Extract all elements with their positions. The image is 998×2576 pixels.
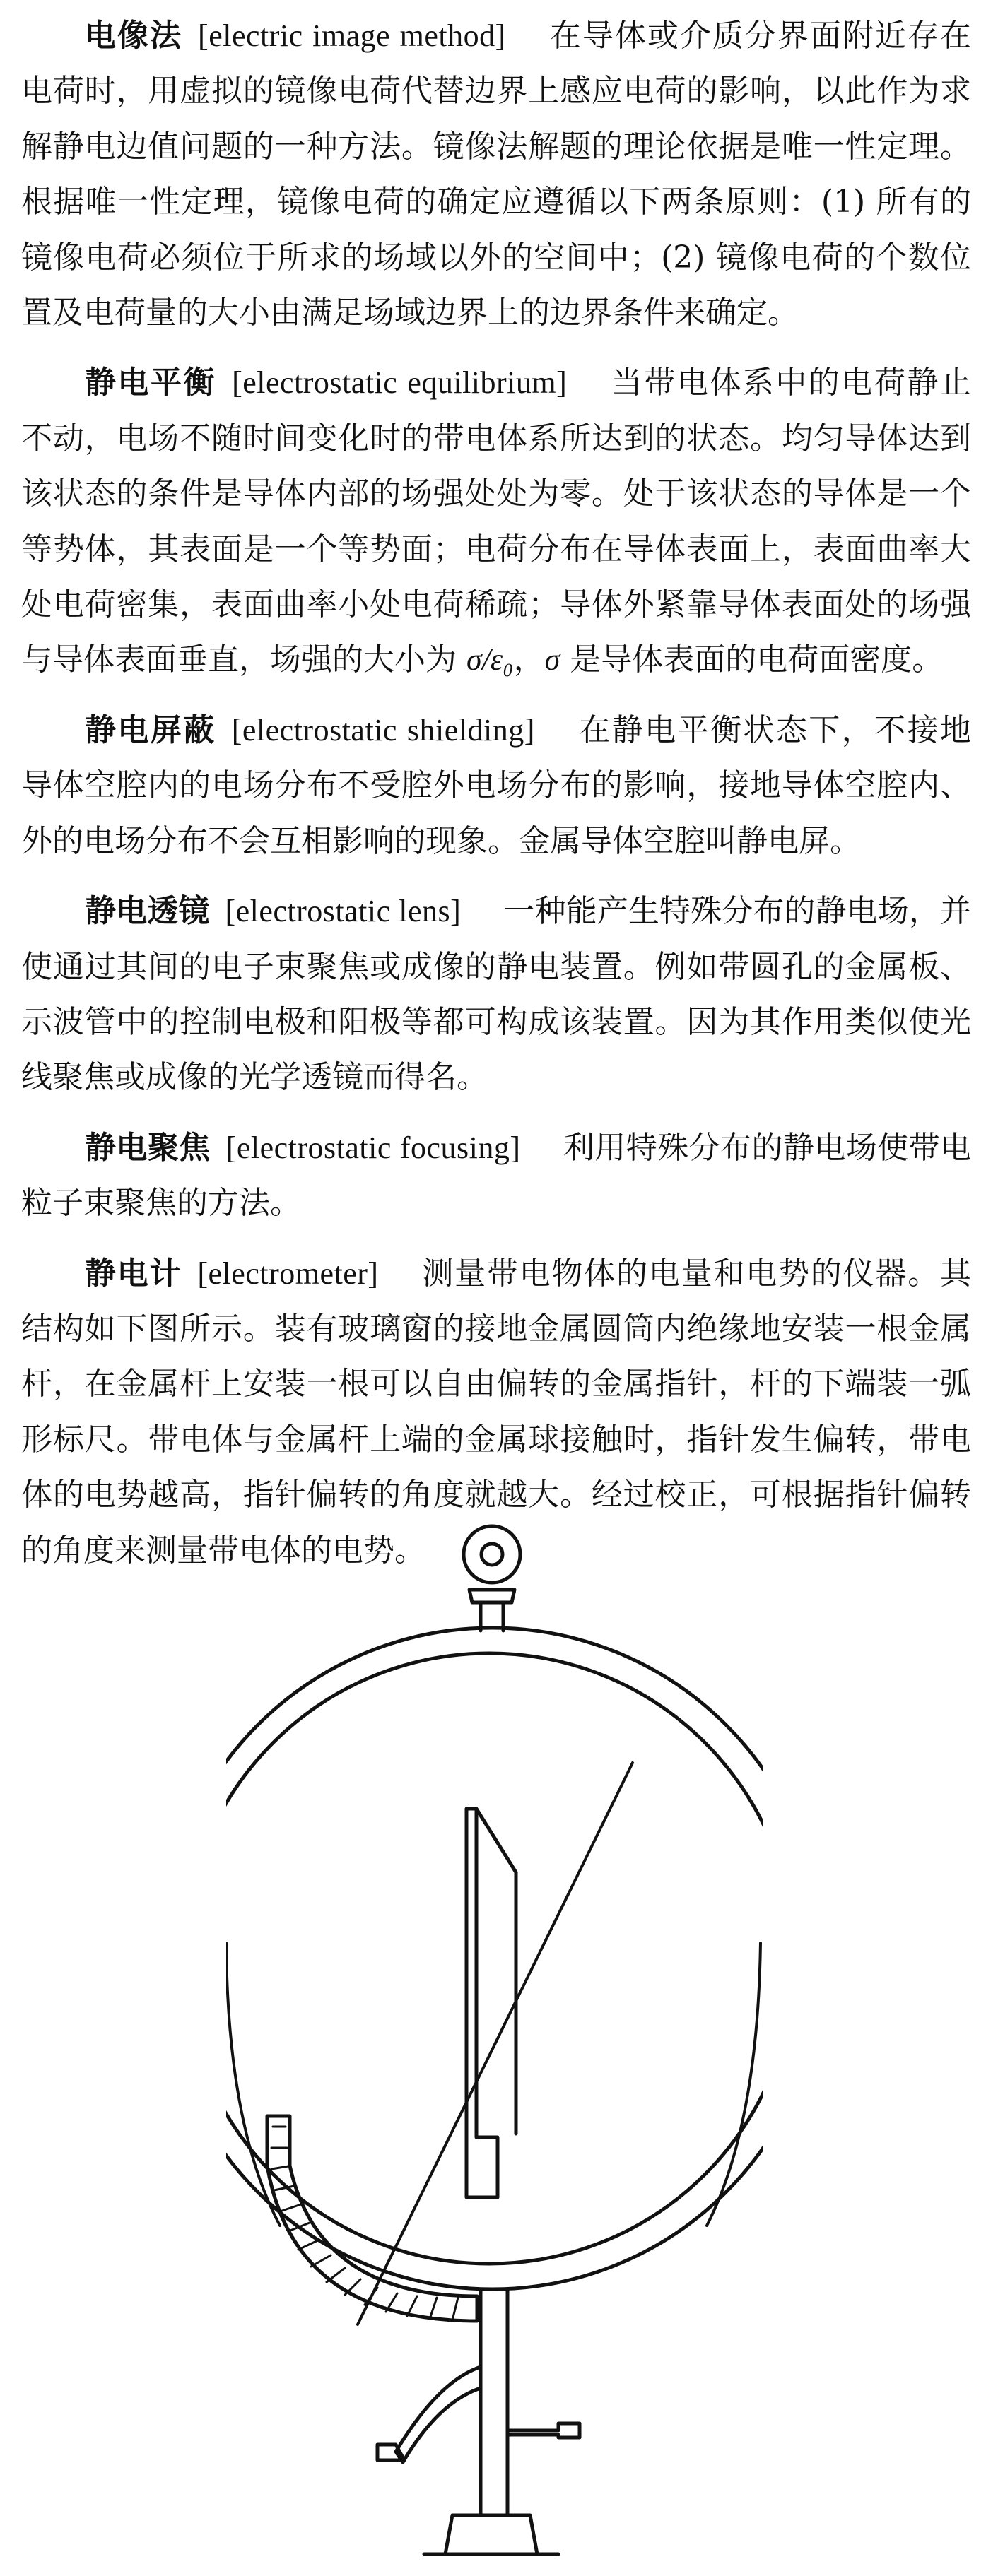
entry-english-term: [electrostatic shielding] — [231, 712, 535, 748]
entry-term: 静电屏蔽 — [85, 711, 216, 748]
dictionary-page — [21, 8, 971, 1593]
ball-collar — [469, 1590, 515, 1602]
entry-electrostatic-equilibrium — [21, 355, 971, 687]
entry-electric-image-method — [21, 8, 971, 341]
entry-definition-end: 是导体表面的电荷面密度。 — [570, 642, 944, 678]
entry-definition: 当带电体系中的电荷静止不动，电场不随时间变化时的带电体系所达到的状态。均匀导体达到该状态的条件是导体内部的场强处处为零。处于该状态的导体是一个等势体，其表面是一个等势面；电荷分布在导体表面上，表面曲率大处电荷密集，表面曲率小处电荷稀疏；导体外紧靠导体表面处的场强与导体表面垂直，场强的大小为 — [21, 365, 972, 678]
base — [445, 2515, 537, 2554]
cylinder-outer-rim — [226, 1628, 763, 2289]
electrometer-figure — [226, 1477, 763, 2565]
metal-ball — [464, 1526, 520, 1583]
support-foot — [507, 2423, 580, 2438]
entry-definition: 一种能产生特殊分布的静电场，并使通过其间的电子束聚焦或成像的静电装置。例如带圆孔的金属板、示波管中的控制电极和阳极等都可构成该装置。因为其作用类似使光线聚焦或成像的光学透镜而得名。 — [21, 893, 971, 1096]
entry-electrostatic-lens — [21, 884, 971, 1106]
metal-ball-inner — [481, 1544, 503, 1565]
electrometer-illustration — [226, 1477, 763, 2565]
pointer-needle — [358, 1763, 633, 2324]
entry-definition: 利用特殊分布的静电场使带电粒子束聚焦的方法。 — [21, 1129, 972, 1222]
support-arm — [396, 2367, 481, 2462]
entry-term: 静电平衡 — [85, 365, 217, 401]
entry-english-term: [electrostatic equilibrium] — [232, 365, 568, 401]
entry-term: 电像法 — [85, 18, 183, 54]
entry-definition: 在静电平衡状态下，不接地导体空腔内的电场分布不受腔外电场分布的影响，接地导体空腔内、外的电场分布不会互相影响的现象。金属导体空腔叫静电屏。 — [21, 711, 972, 859]
entry-term: 静电聚焦 — [85, 1129, 211, 1166]
metal-rod — [466, 1809, 498, 2197]
symbol-sigma: σ — [544, 642, 560, 678]
cylinder-inner-rim — [226, 1653, 763, 2264]
entry-term: 静电计 — [85, 1255, 182, 1292]
formula-field-strength: σ/ε₀ — [466, 642, 514, 678]
entry-definition: 测量带电物体的电量和电势的仪器。其结构如下图所示。装有玻璃窗的接地金属圆筒内绝缘地安装一根金属杆，在金属杆上安装一根可以自由偏转的金属指针，杆的下端装一弧形标尺。带电体与金属杆上端的金属球接触时，指针发生偏转，带电体的电势越高，指针偏转的角度就越大。经过校正，可根据指针偏转的角度来测量带电体的电势。 — [21, 1255, 972, 1568]
entry-definition: 在导体或介质分界面附近存在电荷时，用虚拟的镜像电荷代替边界上感应电荷的影响，以此作为求解静电边值问题的一种方法。镜像法解题的理论依据是唯一性定理。根据唯一性定理，镜像电荷的确定应遵循以下两条原则：(1) 所有的镜像电荷必须位于所求的场域以外的空间中；(2) 镜像电荷的个数位置及电荷量的大小由满足场域边界上的边界条件来确定。 — [21, 18, 972, 331]
entry-english-term: [electrometer] — [197, 1255, 379, 1291]
entry-term: 静电透镜 — [85, 893, 210, 930]
metal-rod-right-edge — [476, 1809, 516, 2134]
entry-english-term: [electric image method] — [198, 18, 506, 53]
entry-punctuation: ， — [513, 642, 545, 678]
entry-english-term: [electrostatic lens] — [225, 894, 462, 929]
entry-electrostatic-shielding — [21, 703, 971, 869]
entry-english-term: [electrostatic focusing] — [225, 1130, 521, 1165]
entry-electrostatic-focusing — [21, 1121, 971, 1231]
